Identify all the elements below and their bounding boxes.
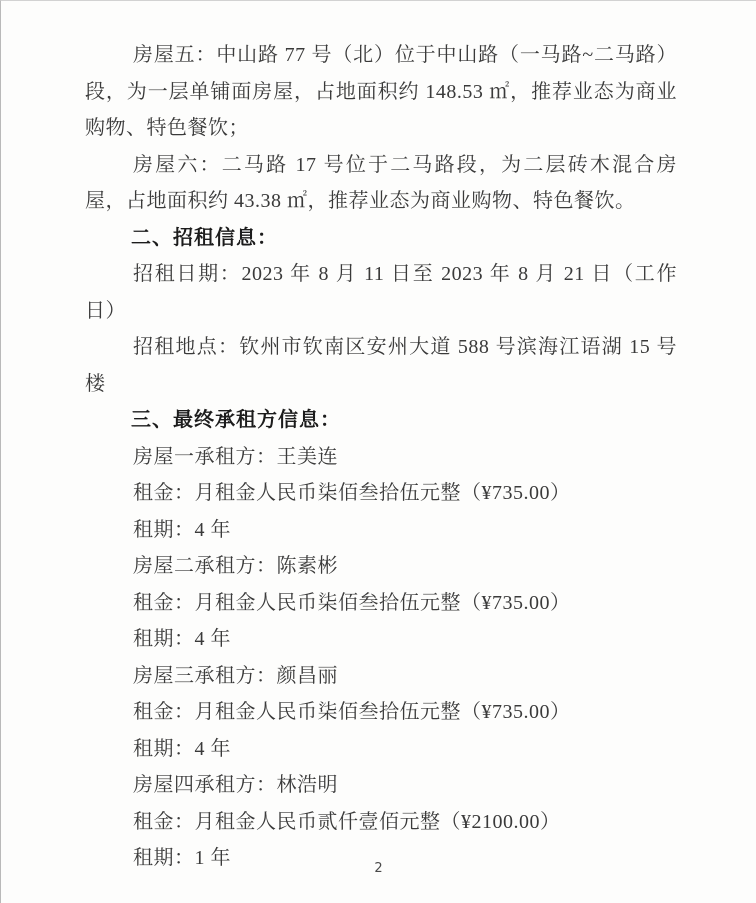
tenant-block-1 — [85, 439, 677, 549]
tenant-name-line: 房屋四承租方：林浩明 — [133, 774, 338, 796]
document-body — [85, 37, 677, 877]
tenant-rent-line: 租金：月租金人民币柒佰叁拾伍元整（¥735.00） — [133, 482, 571, 504]
tenant-name-line: 房屋三承租方：颜昌丽 — [133, 664, 338, 687]
house6-paragraph: 房屋六：二马路 17 号位于二马路段，为二层砖木混合房屋，占地面积约 43.38 ㎡，推荐业态为商业购物、特色餐饮。 — [85, 153, 677, 212]
rental-date-line: 招租日期：2023 年 8 月 11 日至 2023 年 8 月 21 日（工作日） — [85, 263, 677, 322]
tenant-term-line: 租期：1 年 — [133, 847, 231, 869]
tenant-name-line: 房屋二承租方：陈素彬 — [133, 555, 338, 577]
tenant-term-line: 租期：4 年 — [133, 518, 231, 541]
page-number: 2 — [374, 861, 383, 876]
rental-location-line: 招租地点：钦州市钦南区安州大道 588 号滨海江语湖 15 号楼 — [85, 336, 677, 395]
section3-heading: 三、最终承租方信息： — [131, 409, 341, 431]
tenant-rent-line: 租金：月租金人民币贰仟壹佰元整（¥2100.00） — [133, 810, 561, 833]
tenant-rent-line: 租金：月租金人民币柒佰叁拾伍元整（¥735.00） — [133, 591, 571, 614]
tenant-block-3 — [85, 658, 677, 768]
section2-heading: 二、招租信息： — [131, 226, 278, 249]
tenant-rent-line: 租金：月租金人民币柒佰叁拾伍元整（¥735.00） — [133, 701, 571, 723]
tenant-block-2 — [85, 548, 677, 658]
tenant-name-line: 房屋一承租方：王美连 — [133, 445, 338, 468]
tenant-term-line: 租期：4 年 — [133, 628, 231, 650]
tenant-term-line: 租期：4 年 — [133, 737, 231, 760]
house5-paragraph: 房屋五：中山路 77 号（北）位于中山路（一马路~二马路）段，为一层单铺面房屋，占地面积约 148.53 ㎡，推荐业态为商业购物、特色餐饮； — [85, 44, 677, 139]
